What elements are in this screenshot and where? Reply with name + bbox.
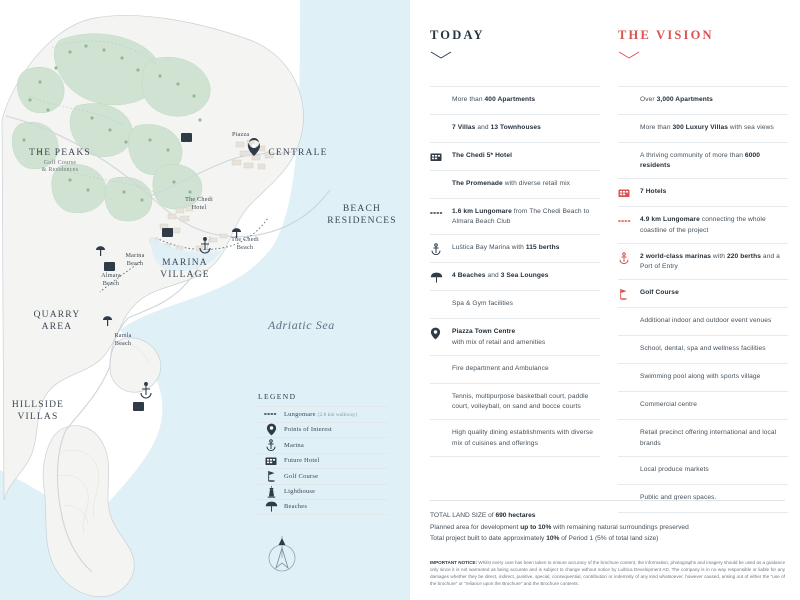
golf-flag-icon: [258, 470, 284, 482]
no-icon: [430, 391, 445, 404]
list-item: [618, 336, 788, 364]
list-item-text: Golf Course: [640, 289, 679, 297]
map-point-marina-beach: Marina Beach: [125, 252, 145, 268]
list-item-text: Fire department and Ambulance: [452, 364, 549, 372]
legend-row: [258, 484, 388, 500]
legend-row: [258, 437, 388, 453]
map-point-ramla-beach: Ramla Beach: [114, 332, 132, 348]
footer-planned-area: Planned area for development up to 10% with remaining natural surroundings preserved: [430, 523, 689, 531]
list-item-text: The Chedi 5* Hotel: [452, 152, 513, 159]
dotted-line-icon: [258, 412, 284, 416]
legend-label: Golf Course: [284, 472, 319, 480]
golf-flag-icon: [618, 287, 633, 300]
no-icon: [618, 94, 633, 107]
list-item-text: Additional indoor and outdoor event venues: [640, 317, 772, 325]
today-list: [430, 86, 600, 457]
legend-label: Lungomare (2.8 km walkway): [284, 410, 358, 418]
no-icon: [618, 371, 633, 384]
list-item: [618, 115, 788, 143]
map-sea-label: Adriatic Sea: [268, 318, 335, 332]
location-pin-icon: [258, 423, 284, 436]
legend-row: [258, 499, 388, 515]
list-item: [430, 86, 600, 115]
legend-row: [258, 422, 388, 438]
beach-umbrella-icon: [258, 501, 284, 512]
footer-built-to-date: Total project built to date approximately 10% of Period 1 (5% of total land size): [430, 535, 659, 543]
list-item-text: High quality dining establishments with diverse mix of cuisines and offerings: [452, 429, 594, 447]
map-area-marina-village: MARINA VILLAGE: [160, 258, 210, 280]
legend-row: [258, 468, 388, 484]
list-item: [618, 420, 788, 456]
vision-list: [618, 86, 788, 513]
list-item: [618, 280, 788, 308]
no-icon: [618, 315, 633, 328]
map-area-beach-residences: BEACH RESIDENCES: [327, 204, 397, 226]
beach-umbrella-icon: [430, 270, 445, 283]
no-icon: [618, 427, 633, 440]
list-item: [430, 384, 600, 420]
list-item-text: Spa & Gym facilities: [452, 300, 513, 308]
map-area-hillside-villas: HILLSIDE VILLAS: [11, 400, 65, 422]
no-icon: [430, 298, 445, 311]
list-item-text: A thriving community of more than 6000 residents: [640, 152, 760, 170]
compass-icon: [262, 532, 302, 578]
list-item-text: The Promenade with diverse retail mix: [452, 180, 571, 187]
hotel-icon: [618, 186, 633, 199]
map-area-the-peaks: THE PEAKS Golf Course & Residences: [29, 148, 91, 174]
vision-heading-rule: [618, 51, 640, 59]
list-item: [430, 115, 600, 143]
footer: [430, 500, 785, 587]
list-item: [618, 179, 788, 207]
no-icon: [430, 122, 445, 135]
footer-land-size: TOTAL LAND SIZE of 690 hectares: [430, 512, 536, 519]
no-icon: [618, 399, 633, 412]
list-item-text: Over 3,000 Apartments: [640, 96, 713, 103]
hotel-icon: [258, 456, 284, 466]
list-item-text: Tennis, multipurpose basketball court, paddle court, volleyball, on sand and bocce courts: [452, 392, 589, 411]
list-item-text: Commercial centre: [640, 401, 698, 409]
list-item: [430, 356, 600, 384]
legend-row: [258, 453, 388, 469]
list-item-text: Local produce markets: [640, 465, 709, 473]
list-item-text: School, dental, spa and wellness facilities: [640, 345, 766, 353]
no-icon: [430, 178, 445, 191]
map-point-chedi-hotel: The Chedi Hotel: [185, 196, 213, 212]
list-item-text: Retail precinct offering international and local brands: [640, 429, 777, 447]
dotted-line-icon: [430, 206, 445, 219]
list-item: [430, 235, 600, 263]
list-item-text: 4.9 km Lungomare connecting the whole coastline of the project: [640, 216, 766, 234]
location-pin-icon: [430, 326, 445, 339]
column-vision: [618, 28, 788, 513]
legend-label: Lighthouse: [284, 488, 316, 496]
list-item: [618, 308, 788, 336]
no-icon: [430, 427, 445, 440]
list-item: [618, 457, 788, 485]
no-icon: [430, 94, 445, 107]
map-legend: [258, 392, 388, 515]
anchor-icon: [618, 251, 633, 264]
list-item: [430, 263, 600, 291]
anchor-icon: [258, 439, 284, 451]
list-item: [618, 86, 788, 115]
list-item-text: Public and green spaces.: [640, 493, 717, 501]
list-item-text: 2 world-class marinas with 220 berths and a Port of Entry: [640, 252, 780, 271]
legend-label: Points of Interest: [284, 426, 333, 434]
list-item: [430, 199, 600, 235]
today-heading-rule: [430, 51, 452, 59]
map-point-almara-beach: Almara Beach: [101, 272, 121, 288]
column-today: [430, 28, 600, 457]
list-item: [430, 420, 600, 456]
list-item-text: 1.6 km Lungomare from The Chedi Beach to Almara Beach Club: [452, 208, 590, 226]
list-item: [430, 291, 600, 319]
map-area-centrale: CENTRALE: [268, 148, 328, 158]
legend-label: Future Hotel: [284, 457, 320, 465]
list-item-text: 7 Hotels: [640, 188, 667, 196]
no-icon: [430, 363, 445, 376]
list-item: [618, 244, 788, 280]
list-item: [430, 319, 600, 355]
no-icon: [618, 343, 633, 356]
map-area-quarry: QUARRY AREA: [33, 310, 81, 332]
list-item: [618, 143, 788, 179]
list-item: [618, 364, 788, 392]
vision-heading: THE VISION: [618, 28, 714, 42]
list-item-text: More than 300 Luxury Villas with sea views: [640, 124, 774, 131]
list-item-text: Swimming pool along with sports village: [640, 373, 761, 381]
list-item: [618, 207, 788, 243]
list-item-text: 7 Villas and 13 Townhouses: [452, 124, 541, 131]
footer-disclaimer: IMPORTANT NOTICE: Whilst every care has been taken to ensure accuracy of the brochure content, the information, photographs and imagery should be used as a guidance only since it is not warranted as being accurate and is subject to change without notice by Luštica Development AD. The company is in no way responsible or liable for any damages whether they be direct, indirect, punitive, special, consequential, contribution or indemnity of any kind whatsoever, however caused, arising out of either the "use of the brochure" or "reliance upon the Brochure" and the Brochure contents.: [430, 559, 786, 586]
legend-title: LEGEND: [258, 392, 297, 401]
lighthouse-icon: [258, 486, 284, 498]
today-heading: TODAY: [430, 28, 485, 42]
list-item-text: 4 Beaches and 3 Sea Lounges: [452, 272, 549, 280]
footer-divider: [430, 500, 785, 501]
no-icon: [618, 150, 633, 163]
list-item-text: Piazza Town Centre with mix of retail and amenities: [452, 328, 546, 346]
list-item-text: More than 400 Apartments: [452, 96, 536, 103]
anchor-icon: [430, 242, 445, 255]
list-item: [430, 143, 600, 171]
list-item-text: Luštica Bay Marina with 115 berths: [452, 244, 560, 252]
legend-row: [258, 406, 388, 422]
no-icon: [618, 122, 633, 135]
dotted-line-icon: [618, 214, 633, 227]
legend-label: Beaches: [284, 503, 308, 511]
hotel-icon: [430, 150, 445, 163]
no-icon: [618, 464, 633, 477]
list-item: [618, 392, 788, 420]
list-item: [430, 171, 600, 199]
map-point-chedi-beach: The Chedi Beach: [231, 236, 259, 252]
map-point-piazza: Piazza: [232, 131, 250, 138]
legend-label: Marina: [284, 441, 304, 449]
